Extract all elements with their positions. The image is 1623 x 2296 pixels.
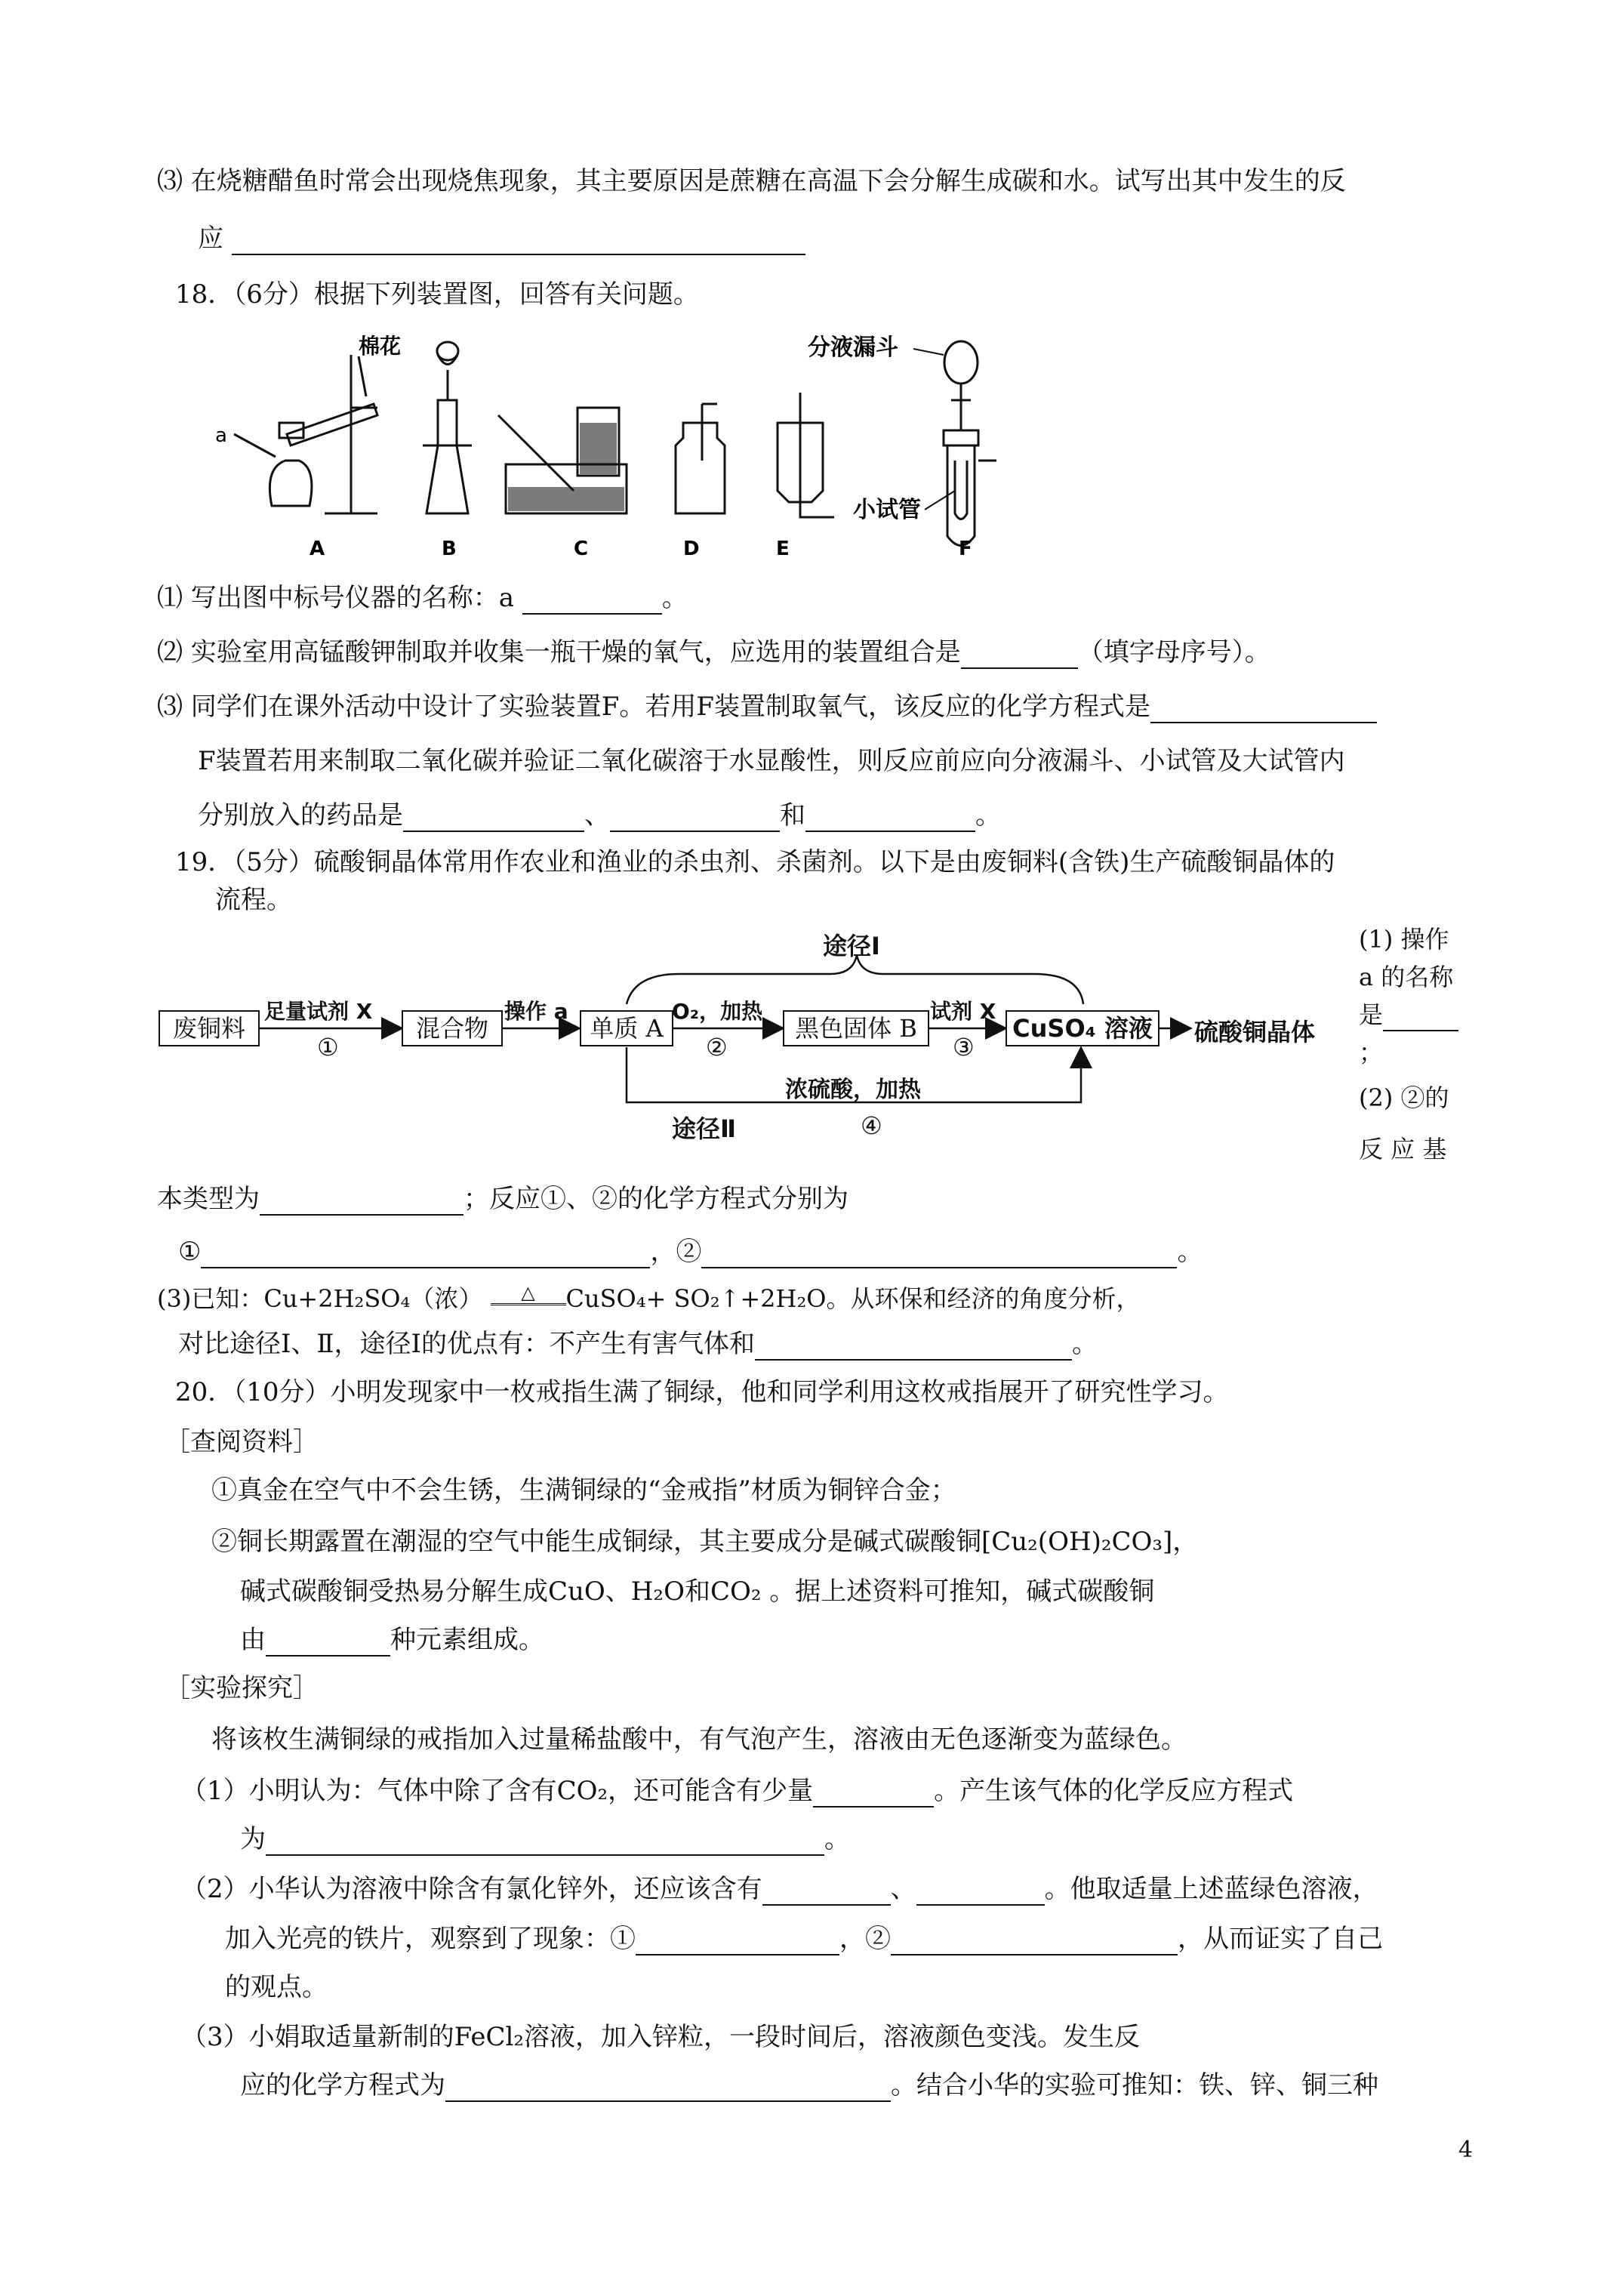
q19-l1: 本类型为 ；反应①、②的化学方程式分别为 (157, 1184, 848, 1214)
letter-B: B (442, 538, 457, 560)
flow-box-black-solid-b: 黑色固体 B (783, 1010, 929, 1046)
answer-blank[interactable] (610, 805, 780, 832)
q18-p3: ⑶ 同学们在课外活动中设计了实验装置F。若用F装置制取氧气，该反应的化学方程式是 (157, 690, 1377, 723)
answer-blank[interactable] (266, 1829, 824, 1856)
q20-heading-research: ［查阅资料］ (165, 1427, 319, 1457)
q20-r2: ②铜长期露置在潮湿的空气中能生成铜绿，其主要成分是碱式碳酸铜[Cu₂(OH)₂CO₃]， (211, 1527, 1199, 1557)
q20-e0: 将该枚生满铜绿的戒指加入过量稀盐酸中，有气泡产生，溶液由无色逐渐变为蓝绿色。 (211, 1724, 1187, 1755)
letter-D: D (683, 538, 700, 560)
q19-side1: (1) 操作 (1359, 925, 1449, 954)
answer-blank[interactable] (813, 1780, 934, 1808)
q19-side4: ； (1359, 1038, 1384, 1067)
arrow2-label: 操作 a (504, 999, 568, 1024)
answer-blank[interactable] (403, 805, 584, 832)
letter-E: E (776, 538, 790, 560)
answer-blank[interactable] (232, 228, 805, 255)
arrow1-num: ① (317, 1033, 339, 1062)
page-number: 4 (1458, 2137, 1474, 2163)
flow-box-element-a: 单质 A (580, 1010, 673, 1046)
answer-blank[interactable] (916, 1878, 1045, 1906)
q20-r1: ①真金在空气中不会生锈，生满铜绿的“金戒指”材质为铜锌合金； (211, 1475, 956, 1505)
q19-l4: 对比途径Ⅰ、Ⅱ，途径Ⅰ的优点有：不产生有害气体和 。 (178, 1329, 1098, 1359)
arrow4-num: ③ (953, 1033, 975, 1062)
flow-box-mixture: 混合物 (402, 1010, 503, 1046)
q19-l3: (3)已知：Cu+2H₂SO₄（浓） △ CuSO₄+ SO₂↑+2H₂O。从环保和经济的角度分析， (157, 1282, 1141, 1313)
answer-blank[interactable] (201, 1241, 650, 1268)
q20-r3: 碱式碳酸铜受热易分解生成CuO、H₂O和CO₂ 。据上述资料可推知，碱式碳酸铜 (240, 1576, 1155, 1607)
q19-side2: a 的名称 (1359, 963, 1454, 991)
label-funnel: 分液漏斗 (808, 334, 898, 361)
q17-3-line2: 应 (198, 222, 805, 255)
answer-blank[interactable] (266, 1629, 390, 1657)
apparatus-figure (196, 332, 1027, 574)
q20-heading-experiment: ［实验探究］ (165, 1673, 319, 1703)
q19-title2: 流程。 (215, 885, 292, 915)
route2-label: 途径Ⅱ (672, 1114, 737, 1143)
answer-blank[interactable] (961, 642, 1078, 669)
q20-e2: （2）小华认为溶液中除含有氯化锌外，还应该含有 、 。他取适量上述蓝绿色溶液， (181, 1874, 1378, 1904)
q18-p3c: 分别放入的药品是 、 和 。 (198, 800, 1001, 831)
q20-e2g: 的观点。 (225, 1972, 328, 2002)
answer-blank[interactable] (762, 1878, 891, 1906)
flow-box-cuso4: CuSO₄ 溶液 (1006, 1010, 1160, 1046)
arrow1-label: 足量试剂 X (264, 999, 373, 1024)
answer-blank[interactable] (805, 805, 975, 832)
heat-delta-symbol: △ (491, 1282, 566, 1305)
q20-r4: 由 种元素组成。 (240, 1625, 544, 1655)
answer-blank[interactable] (260, 1188, 463, 1216)
answer-blank[interactable] (701, 1241, 1177, 1268)
answer-blank[interactable] (755, 1333, 1072, 1361)
label-a: a (215, 424, 227, 447)
q17-3-line1: ⑶ 在烧糖醋鱼时常会出现烧焦现象，其主要原因是蔗糖在高温下会分解生成碳和水。试写出其中发生的反 (157, 166, 1346, 196)
answer-blank[interactable] (445, 2075, 891, 2102)
flow-product: 硫酸铜晶体 (1194, 1018, 1316, 1046)
letter-C: C (574, 538, 589, 560)
arrow4-label: 试剂 X (930, 999, 996, 1024)
answer-blank[interactable] (1150, 696, 1377, 723)
q20-e2d: 加入光亮的铁片，观察到了现象：① ，② ，从而证实了自己 (225, 1924, 1383, 1954)
arrow3-label: O₂，加热 (672, 999, 763, 1024)
q20-e1c: 为 。 (240, 1824, 850, 1854)
letter-F: F (959, 538, 972, 560)
route1-label: 途径Ⅰ (823, 932, 880, 960)
arrow3-num: ② (706, 1033, 728, 1062)
flow-box-waste-copper: 废铜料 (159, 1010, 260, 1046)
q20-e3: （3）小娟取适量新制的FeCl₂溶液，加入锌粒，一段时间后，溶液颜色变浅。发生反 (181, 2022, 1141, 2052)
q19-title1: 19．（5分）硫酸铜晶体常用作农业和渔业的杀虫剂、杀菌剂。以下是由废铜料(含铁)生产硫酸铜晶体的 (175, 847, 1335, 877)
letter-A: A (310, 538, 325, 560)
answer-blank[interactable] (891, 1928, 1178, 1955)
answer-blank[interactable] (636, 1928, 839, 1955)
q19-side3: 是 (1359, 998, 1458, 1031)
label-small-tube: 小试管 (853, 497, 921, 523)
label-cotton: 棉花 (359, 334, 402, 359)
q18-p2: ⑵ 实验室用高锰酸钾制取并收集一瓶干燥的氧气，应选用的装置组合是 （填字母序号）。 (157, 637, 1270, 667)
q19-l2: ① ，② 。 (178, 1237, 1203, 1267)
q20-e3b: 应的化学方程式为 。结合小华的实验可推知：铁、锌、铜三种 (240, 2070, 1378, 2100)
q20-e1: （1）小明认为：气体中除了含有CO₂，还可能含有少量 。产生该气体的化学反应方程式 (181, 1776, 1294, 1806)
q18-title: 18．（6分）根据下列装置图，回答有关问题。 (175, 279, 699, 310)
q19-side6: 反 应 基 (1359, 1135, 1447, 1163)
q19-side5: (2) ②的 (1359, 1083, 1449, 1112)
answer-blank[interactable] (522, 587, 662, 615)
arrow5-label: 浓硫酸，加热 (785, 1077, 921, 1103)
answer-blank[interactable] (1383, 1004, 1458, 1031)
q20-title: 20．（10分）小明发现家中一枚戒指生满了铜绿，他和同学利用这枚戒指展开了研究性学习。 (175, 1377, 1229, 1407)
arrow5-num: ④ (861, 1111, 882, 1140)
q18-p3b: F装置若用来制取二氧化碳并验证二氧化碳溶于水显酸性，则反应前应向分液漏斗、小试管及大试管内 (198, 746, 1345, 776)
q18-p1: ⑴ 写出图中标号仪器的名称：a 。 (157, 583, 688, 613)
